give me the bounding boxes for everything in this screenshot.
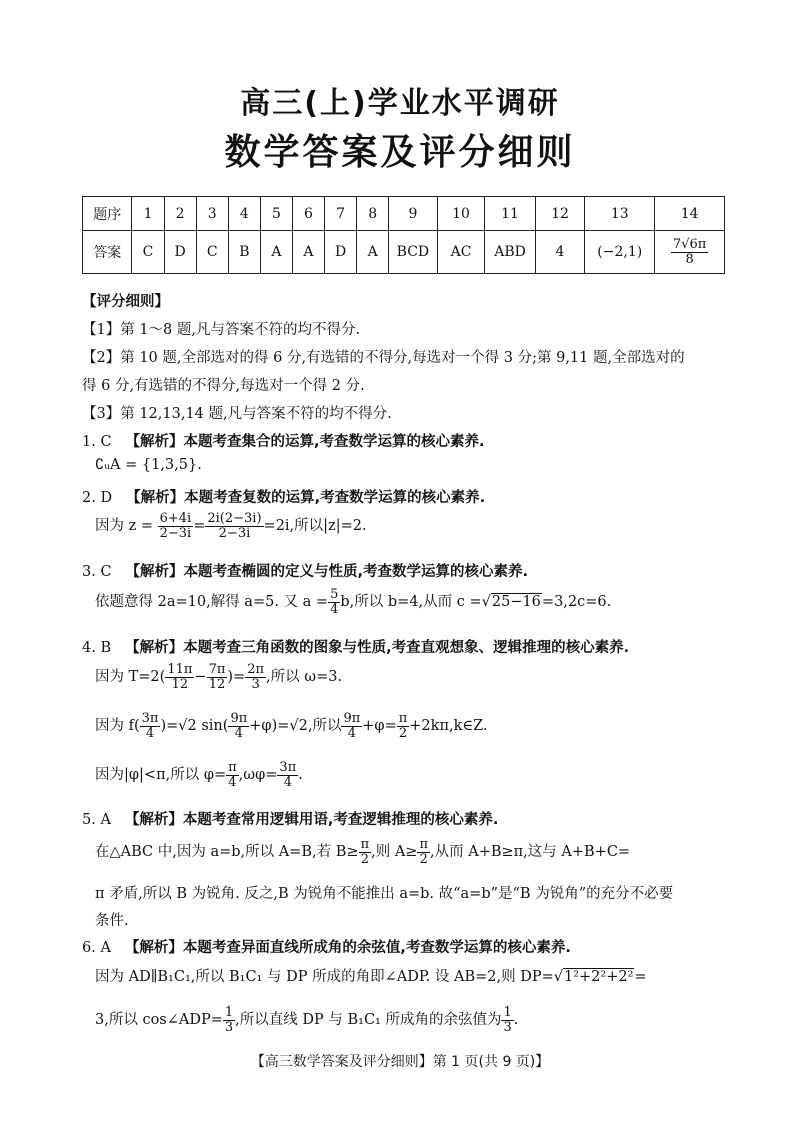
answer-label-cell: 答案	[83, 231, 132, 274]
q4-line3	[95, 761, 303, 789]
fraction	[158, 512, 194, 540]
text-run: .	[513, 1012, 519, 1029]
q6-tag: 【解析】	[124, 940, 183, 956]
text-run: =	[634, 969, 647, 985]
number-cell: 6	[292, 197, 324, 231]
fraction	[359, 838, 372, 866]
fraction	[417, 838, 430, 866]
fraction-denominator: 4	[145, 725, 155, 741]
rule-1: 【1】第 1～8 题,凡与答案不符的均不得分.	[82, 322, 361, 338]
fraction	[205, 512, 263, 540]
text-run: ,所以 ω=3.	[266, 669, 343, 686]
page-footer: 【高三数学答案及评分细则】第 1 页(共 9 页)】	[250, 1054, 550, 1070]
q5-line3: 条件.	[95, 913, 129, 929]
fraction-denominator: 2−3i	[159, 525, 192, 541]
number-cell: 2	[164, 197, 196, 231]
fraction-numerator: 3π	[141, 711, 159, 726]
q6-line1: 因为 AD∥B₁C₁,所以 B₁C₁ 与 DP 所成的角即∠ADP. 设 AB=2,则 DP=√1²+2²+2²=	[95, 969, 647, 985]
text-run: ,从而 A+B≥π,这与 A+B+C=	[430, 844, 631, 861]
fraction-denominator: 2	[360, 851, 369, 867]
text-run: −	[194, 669, 207, 686]
q4-answer: 4. B	[82, 640, 112, 656]
number-cell: 7	[325, 197, 357, 231]
answer-cell-14	[655, 231, 725, 274]
fraction-denominator: 4	[234, 725, 243, 741]
q1-body: ∁ᵤA = {1,3,5}.	[95, 457, 202, 473]
number-cell: 1	[132, 197, 164, 231]
fraction-numerator: 7π	[208, 662, 226, 677]
answer-table	[82, 196, 725, 274]
q1-desc: 本题考查集合的运算,考查数学运算的核心素养.	[183, 434, 485, 450]
rule-3: 【3】第 12,13,14 题,凡与答案不符的均不得分.	[82, 406, 392, 422]
fraction-numerator: π	[398, 711, 408, 726]
fraction-denominator: 2−3i	[218, 525, 251, 541]
q4-line2	[95, 712, 488, 740]
fraction-numerator: π	[228, 760, 237, 775]
fraction-denominator: 2	[419, 851, 428, 867]
fraction-denominator: 2	[398, 725, 408, 741]
fraction	[223, 1006, 235, 1034]
q2-answer: 2. D	[82, 490, 113, 506]
fraction	[501, 1006, 513, 1034]
fraction	[328, 588, 340, 616]
number-cell: 12	[535, 197, 585, 231]
fraction-numerator: 3π	[279, 760, 297, 775]
fraction-denominator: 3	[503, 1019, 512, 1035]
answer-cell: C	[196, 231, 228, 274]
fraction	[277, 761, 298, 789]
q4-line1	[95, 663, 342, 691]
fraction-denominator: 3	[224, 1019, 234, 1035]
q2-tag: 【解析】	[126, 490, 185, 506]
fraction	[226, 761, 239, 789]
fraction-denominator: 4	[228, 774, 237, 790]
text-run: ,ωφ=	[238, 767, 278, 784]
number-cell: 14	[655, 197, 725, 231]
number-cell: 4	[228, 197, 260, 231]
header-label-cell: 题序	[83, 197, 132, 231]
text-run: 依题意得 2a=10,解得 a=5. 又 a =	[95, 594, 329, 611]
text-run: 在△ABC 中,因为 a=b,所以 A=B,若 B≥	[95, 844, 359, 861]
answer-cell: D	[164, 231, 196, 274]
number-cell: 9	[389, 197, 437, 231]
fraction-numerator: π	[419, 837, 428, 852]
text-run: 因为 z =	[95, 518, 154, 535]
page-title-line1: 高三(上)学业水平调研	[240, 86, 560, 121]
text-run: =	[193, 518, 206, 535]
answer-cell: 4	[535, 231, 585, 274]
q5-header	[82, 808, 498, 829]
q3-desc: 本题考查椭圆的定义与性质,考查数学运算的核心素养.	[183, 564, 529, 580]
fraction	[140, 712, 161, 740]
q4-header	[82, 636, 629, 657]
fraction-numerator: 2i(2−3i)	[207, 511, 262, 526]
q5-tag: 【解析】	[124, 812, 183, 828]
number-cell: 13	[585, 197, 655, 231]
rules-heading: 【评分细则】	[82, 294, 169, 310]
q6-header	[82, 936, 571, 957]
fraction-numerator: 5	[330, 587, 339, 602]
fraction	[207, 663, 228, 691]
answer-cell: C	[132, 231, 164, 274]
q5-answer: 5. A	[82, 812, 111, 828]
number-cell: 5	[260, 197, 292, 231]
q5-desc: 本题考查常用逻辑用语,考查逻辑推理的核心素养.	[182, 812, 499, 828]
q4-desc: 本题考查三角函数的图象与性质,考查直观想象、逻辑推理的核心素养.	[183, 640, 630, 656]
text-run: 3,所以 cos∠ADP=	[95, 1012, 223, 1029]
radicand: 25−16	[491, 594, 541, 611]
answer-cell: A	[292, 231, 324, 274]
answer-cell: A	[357, 231, 389, 274]
fraction-denominator: 12	[171, 676, 189, 692]
q6-line2	[95, 1006, 518, 1034]
answer-cell: AC	[437, 231, 485, 274]
text-run: .	[298, 767, 303, 784]
fraction	[165, 663, 194, 691]
q2-desc: 本题考查复数的运算,考查数学运算的核心素养.	[184, 490, 486, 506]
q3-header	[82, 560, 528, 581]
text-run: =3,2c=6.	[541, 594, 612, 611]
number-cell: 10	[437, 197, 485, 231]
number-cell: 8	[357, 197, 389, 231]
q3-tag: 【解析】	[125, 564, 184, 580]
fraction-denominator: 4	[330, 601, 339, 617]
fraction-denominator: 4	[283, 774, 292, 790]
fraction-numerator: 1	[503, 1005, 512, 1020]
text-run: )=√2 sin(	[160, 718, 229, 735]
q1-header	[82, 430, 485, 451]
answer-table-answer-row	[83, 231, 725, 274]
answer-cell: BCD	[389, 231, 437, 274]
fraction-numerator: 9π	[230, 711, 248, 726]
fraction	[245, 663, 266, 691]
q1-answer: 1. C	[82, 434, 112, 450]
number-cell: 11	[485, 197, 535, 231]
rule-2-line2: 得 6 分,有选错的不得分,每选对一个得 2 分.	[82, 378, 365, 394]
answer-cell: D	[325, 231, 357, 274]
q6-answer: 6. A	[82, 940, 111, 956]
answer-cell: A	[260, 231, 292, 274]
fraction	[341, 712, 362, 740]
fraction-numerator: 7√6π	[672, 236, 707, 252]
fraction-numerator: 2π	[247, 662, 265, 677]
answer-cell: ABD	[485, 231, 535, 274]
fraction-denominator: 4	[347, 725, 356, 741]
fraction-numerator: 11π	[167, 662, 193, 677]
page-title-line2: 数学答案及评分细则	[224, 132, 576, 173]
text-run: 因为 AD∥B₁C₁,所以 B₁C₁ 与 DP 所成的角即∠ADP. 设 AB=2,则 DP=	[95, 969, 554, 985]
text-run: ,所以直线 DP 与 B₁C₁ 所成角的余弦值为	[235, 1012, 502, 1029]
fraction	[671, 238, 708, 266]
q1-tag: 【解析】	[125, 434, 184, 450]
text-run: 因为|φ|<π,所以 φ=	[95, 767, 227, 784]
fraction-numerator: 9π	[343, 711, 361, 726]
text-run: +2kπ,k∈Z.	[409, 718, 488, 735]
rule-2-line1: 【2】第 10 题,全部选对的得 6 分,有选错的不得分,每选对一个得 3 分;第 9,11 题,全部选对的	[82, 350, 685, 366]
q5-line1	[95, 838, 630, 866]
answer-cell: (−2,1)	[585, 231, 655, 274]
q3-body: 依题意得 2a=10,解得 a=5. 又 a = $\frac{5}{4}$ b,所以 b=4,从而 c =√25−16=3,2c=6.	[95, 587, 612, 617]
q6-desc: 本题考查异面直线所成角的余弦值,考查数学运算的核心素养.	[182, 940, 571, 956]
fraction	[228, 712, 249, 740]
radicand: 1²+2²+2²	[563, 969, 634, 985]
text-run: =2i,所以|z|=2.	[263, 518, 367, 535]
q2-body	[95, 512, 367, 540]
fraction-denominator: 3	[251, 676, 260, 692]
answer-cell: B	[228, 231, 260, 274]
q3-answer: 3. C	[82, 564, 112, 580]
fraction-numerator: 6+4i	[159, 511, 192, 526]
answer-table-header-row	[83, 197, 725, 231]
q2-header	[82, 486, 485, 507]
text-run: +φ)=√2,所以	[249, 718, 342, 735]
text-run: )=	[227, 669, 246, 686]
text-run: b,所以 b=4,从而 c =	[340, 594, 482, 611]
q4-tag: 【解析】	[125, 640, 184, 656]
fraction-numerator: π	[360, 837, 370, 852]
text-run: ,则 A≥	[371, 844, 418, 861]
fraction-denominator: 8	[685, 251, 694, 267]
text-run: 因为 T=2(	[95, 669, 166, 686]
number-cell: 3	[196, 197, 228, 231]
fraction-denominator: 12	[208, 676, 226, 692]
text-run: +φ=	[362, 718, 397, 735]
q5-line2: π 矛盾,所以 B 为锐角. 反之,B 为锐角不能推出 a=b. 故“a=b”是“B 为锐角”的充分不必要	[95, 886, 674, 902]
fraction	[397, 712, 410, 740]
text-run: 因为 f(	[95, 718, 140, 735]
fraction-numerator: 1	[224, 1005, 234, 1020]
